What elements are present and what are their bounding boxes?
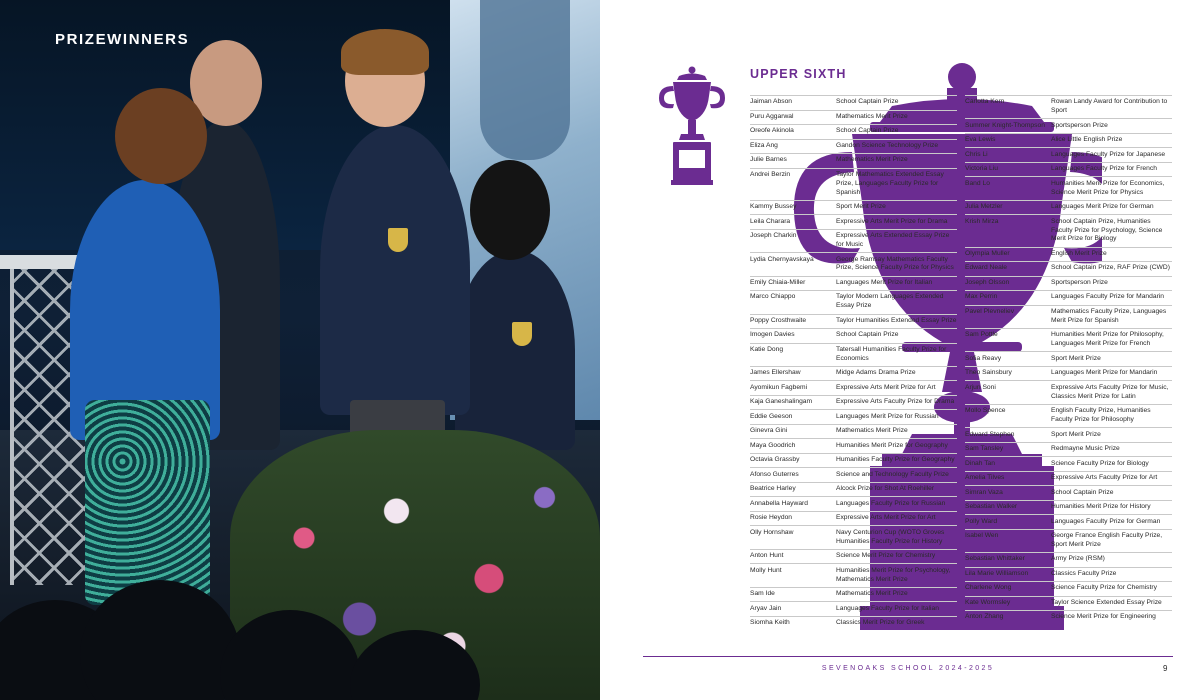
blazer-crest-icon	[512, 322, 532, 346]
prize-row	[965, 380, 1172, 403]
winner-name: Arjun Soni	[965, 383, 996, 391]
winner-name: Sebastian Whittaker	[965, 555, 1025, 563]
winner-name: Simran Vaza	[965, 488, 1003, 496]
prize-name: Tatersall Humanities Faculty Prize for Economics	[836, 345, 947, 362]
prize-name: Sportsperson Prize	[1051, 121, 1108, 129]
winner-name: Chris Li	[965, 150, 988, 158]
winner-name: Lydia Chernyavskaya	[750, 255, 814, 263]
winner-name: Joseph Olsson	[965, 278, 1010, 286]
prize-row	[965, 456, 1172, 471]
winner-name: Olympia Muller	[965, 249, 1010, 257]
prize-row	[965, 529, 1172, 552]
prize-name: Sport Merit Prize	[1051, 354, 1101, 362]
prize-row	[750, 525, 957, 548]
prize-row	[750, 467, 957, 482]
prize-name: Expressive Arts Merit Prize for Drama	[836, 217, 948, 225]
footer-divider	[643, 656, 1173, 657]
winner-name: Max Perrin	[965, 293, 998, 301]
prize-row	[965, 247, 1172, 262]
prize-row	[965, 366, 1172, 381]
winner-name: Eva Lewis	[965, 136, 996, 144]
prize-name: School Captain Prize	[1051, 488, 1114, 496]
winner-name: Kate Wormsley	[965, 598, 1011, 606]
prize-row	[965, 610, 1172, 625]
winner-name: Afonso Guterres	[750, 470, 799, 478]
trophy-icon	[655, 66, 729, 186]
winner-name: Ayomikun Fagbemi	[750, 383, 808, 391]
winner-name: Jaiman Abson	[750, 98, 793, 106]
prize-row	[965, 305, 1172, 328]
winner-name: Charlene Wong	[965, 584, 1012, 592]
winner-name: Edward Stephen	[965, 430, 1015, 438]
prize-row	[965, 514, 1172, 529]
winner-name: Kaja Ganeshalingam	[750, 398, 813, 406]
winner-name: Katie Dong	[750, 345, 784, 353]
prize-row	[750, 496, 957, 511]
prize-row	[750, 276, 957, 291]
winner-name: Kammy Bussey	[750, 203, 797, 211]
prize-row	[965, 176, 1172, 199]
prize-row	[965, 485, 1172, 500]
prize-name: Taylor Humanities Extended Essay Prize	[836, 316, 957, 324]
prize-row	[750, 214, 957, 229]
prize-row	[750, 139, 957, 154]
winner-name: Sam Ide	[750, 590, 775, 598]
prize-row	[965, 200, 1172, 215]
prize-row	[750, 511, 957, 526]
prize-row	[750, 168, 957, 200]
section-title: UPPER SIXTH	[750, 67, 847, 81]
winner-name: Amelia Tilves	[965, 474, 1005, 482]
prize-name: Rowan Landy Award for Contribution to Sport	[1051, 98, 1168, 115]
prize-name: Expressive Arts Merit Prize for Art	[836, 383, 936, 391]
prize-row	[750, 290, 957, 313]
prize-row	[750, 343, 957, 366]
winner-name: Julia Metzler	[965, 203, 1003, 211]
prize-row	[750, 314, 957, 329]
prize-name: Expressive Arts Extended Essay Prize for Music	[836, 232, 950, 249]
prize-row	[965, 552, 1172, 567]
winner-name: Dinah Tan	[965, 459, 995, 467]
prize-name: Taylor Mathematics Extended Essay Prize, Languages Faculty Prize for Spanish	[836, 170, 944, 196]
winner-name: Imogen Davies	[750, 331, 795, 339]
prize-row	[965, 581, 1172, 596]
prize-name: Languages Faculty Prize for Mandarin	[1051, 293, 1165, 301]
winner-name: Victoria Liu	[965, 165, 998, 173]
winner-name: Carlotta Kern	[965, 98, 1005, 106]
prize-name: Languages Faculty Prize for German	[1051, 517, 1161, 525]
guest-head	[115, 88, 207, 184]
winner-name: Anton Hunt	[750, 552, 784, 560]
winner-name: Julie Barnes	[750, 156, 787, 164]
winner-name: Lila Marie Williamson	[965, 569, 1029, 577]
prize-row	[965, 95, 1172, 118]
prize-row	[750, 124, 957, 139]
prize-name: Classics Faculty Prize	[1051, 569, 1117, 577]
prize-name: Sport Merit Prize	[1051, 430, 1101, 438]
winner-name: Maya Goodrich	[750, 441, 796, 449]
prize-name: Navy Centurion Cup (WOTO Groves Humanities Faculty Prize for History	[836, 528, 945, 545]
prize-name: Sport Merit Prize	[836, 203, 886, 211]
winner-name: Oreofe Akinola	[750, 127, 794, 135]
prize-name: Mathematics Merit Prize	[836, 156, 908, 164]
prize-name: Humanities Merit Prize for Psychology, Mathematics Merit Prize	[836, 566, 951, 583]
prize-row	[750, 229, 957, 252]
winner-name: Rosie Heydon	[750, 514, 793, 522]
prize-row	[750, 409, 957, 424]
prize-row	[965, 133, 1172, 148]
winner-name: Beatrice Harley	[750, 485, 796, 493]
prizewinner-head	[345, 35, 425, 127]
prize-name: Classics Merit Prize for Greek	[836, 619, 925, 627]
prize-row	[965, 147, 1172, 162]
winner-name: Isabel Wen	[965, 532, 999, 540]
prize-name: School Captain Prize	[836, 331, 899, 339]
prize-row	[965, 427, 1172, 442]
winner-name: Aryav Jain	[750, 604, 782, 612]
winner-name: Mollo Spence	[965, 407, 1006, 415]
prize-row	[965, 471, 1172, 486]
prize-name: Languages Faculty Prize for Japanese	[1051, 150, 1166, 158]
page-number: 9	[1163, 664, 1168, 673]
prize-name: Languages Faculty Prize for Italian	[836, 604, 939, 612]
prize-name: Languages Merit Prize for German	[1051, 203, 1154, 211]
prize-name: Science and Technology Faculty Prize	[836, 470, 949, 478]
prize-name: English Merit Prize	[1051, 249, 1107, 257]
prize-name: Mathematics Merit Prize	[836, 427, 908, 435]
prize-row	[965, 290, 1172, 305]
prize-name: School Captain Prize	[836, 127, 899, 135]
prize-list-left-column	[750, 95, 957, 630]
winner-name: Olly Hornshaw	[750, 528, 794, 536]
prize-name: Mathematics Faculty Prize, Languages Merit Prize for Spanish	[1051, 307, 1167, 324]
winner-name: Molly Hunt	[750, 566, 782, 574]
person-prizewinner	[320, 125, 470, 415]
prize-name: Expressive Arts Faculty Prize for Art	[1051, 474, 1158, 482]
prize-name: Humanities Merit Prize for Geography	[836, 441, 948, 449]
prize-name: Humanities Merit Prize for Economics, Science Merit Prize for Physics	[1051, 179, 1165, 196]
winner-name: Anton Zhang	[965, 613, 1004, 621]
prize-name: Humanities Merit Prize for History	[1051, 503, 1151, 511]
winner-name: Ginevra Gini	[750, 427, 788, 435]
prize-row	[750, 601, 957, 616]
prize-list-right-column	[965, 95, 1172, 625]
winner-name: Eddie Geeson	[750, 412, 793, 420]
prize-name: School Captain Prize, Humanities Faculty Prize for Psychology, Science Merit Prize for Biology	[1051, 217, 1163, 243]
prize-name: Expressive Arts Merit Prize for Art	[836, 514, 936, 522]
prize-row	[750, 453, 957, 468]
prize-name: Expressive Arts Faculty Prize for Music, Classics Merit Prize for Latin	[1051, 383, 1169, 400]
footer-title: SEVENOAKS SCHOOL 2024-2025	[821, 665, 995, 672]
prize-row	[965, 261, 1172, 276]
prize-name: School Captain Prize	[836, 98, 899, 106]
blazer-crest-icon	[388, 228, 408, 252]
prize-row	[750, 110, 957, 125]
prize-name: Science Merit Prize for Engineering	[1051, 613, 1156, 621]
prize-row	[750, 438, 957, 453]
prize-name: Science Faculty Prize for Biology	[1051, 459, 1149, 467]
prize-name: George France English Faculty Prize, Sport Merit Prize	[1051, 532, 1163, 548]
winner-name: Theo Sainsbury	[965, 369, 1012, 377]
winner-name: Emily Chiaia-Miller	[750, 278, 806, 286]
prize-name: School Captain Prize, RAF Prize (CWD)	[1051, 264, 1170, 272]
prize-row	[750, 328, 957, 343]
prize-name: Science Faculty Prize for Chemistry	[1051, 584, 1157, 592]
winner-name: Sofia Reavy	[965, 354, 1002, 362]
prize-name: Gandon Science Technology Prize	[836, 141, 939, 149]
prize-name: Alcock Prize for Shot At Roehiller	[836, 485, 935, 493]
prize-name: Humanities Merit Prize for Philosophy, Languages Merit Prize for French	[1051, 331, 1164, 348]
winner-name: Leila Charara	[750, 217, 791, 225]
prize-name: Alice Little English Prize	[1051, 136, 1123, 144]
winner-name: James Ellershaw	[750, 369, 801, 377]
winner-name: Puru Aggarwal	[750, 112, 794, 120]
prize-row	[750, 395, 957, 410]
prize-name: Languages Merit Prize for Russian	[836, 412, 939, 420]
winner-name: Pavel Plevneliev	[965, 307, 1015, 315]
prize-name: Science Merit Prize for Chemistry	[836, 552, 936, 560]
winner-name: Marco Chiappo	[750, 293, 796, 301]
guest-skirt	[85, 400, 210, 605]
prize-row	[750, 200, 957, 215]
prize-name: Taylor Science Extended Essay Prize	[1051, 598, 1162, 606]
prize-name: Redmayne Music Prize	[1051, 445, 1120, 453]
prize-row	[750, 153, 957, 168]
winner-name: Annabella Hayward	[750, 499, 808, 507]
prize-row	[965, 351, 1172, 366]
prize-name: Mathematics Merit Prize	[836, 112, 908, 120]
prize-row	[750, 424, 957, 439]
prize-name: Sportsperson Prize	[1051, 278, 1108, 286]
winner-name: Eliza Ang	[750, 141, 778, 149]
winner-name: Siomha Keith	[750, 619, 790, 627]
prize-name: Taylor Modern Languages Extended Essay Prize	[836, 293, 944, 310]
prize-row	[750, 587, 957, 602]
prize-name: Mathematics Merit Prize	[836, 590, 908, 598]
prize-row	[965, 596, 1172, 611]
prize-row	[750, 95, 957, 110]
winner-name: Polly Ward	[965, 517, 998, 525]
prize-row	[750, 482, 957, 497]
prize-row	[750, 549, 957, 564]
winner-name: Joseph Charkin	[750, 232, 797, 240]
prize-row	[965, 404, 1172, 427]
winner-name: Poppy Crosthwaite	[750, 316, 807, 324]
prize-name: Expressive Arts Faculty Prize for Drama	[836, 398, 955, 406]
prize-name: Languages Merit Prize for Italian	[836, 278, 933, 286]
prize-name: Languages Faculty Prize for French	[1051, 165, 1157, 173]
prize-name: English Faculty Prize, Humanities Faculty Prize for Philosophy	[1051, 407, 1151, 424]
winner-name: Krish Mirza	[965, 217, 999, 225]
prize-row	[750, 563, 957, 586]
person-student-2	[455, 250, 575, 450]
prize-row	[965, 276, 1172, 291]
prize-row	[965, 328, 1172, 351]
winner-name: Sam Tansley	[965, 445, 1004, 453]
prize-row	[750, 252, 957, 275]
prize-name: Languages Merit Prize for Mandarin	[1051, 369, 1158, 377]
prize-name: Humanities Faculty Prize for Geography	[836, 456, 955, 464]
winner-name: Sam Pottle	[965, 331, 998, 339]
prize-row	[965, 442, 1172, 457]
student-2-head	[470, 160, 550, 260]
winner-name: Sebastian Walker	[965, 503, 1018, 511]
prize-row	[965, 214, 1172, 246]
winner-name: Summer Knight-Thompson	[965, 121, 1045, 129]
prize-row	[965, 118, 1172, 133]
prize-row	[965, 500, 1172, 515]
prize-row	[965, 567, 1172, 582]
winner-name: Octavia Grassby	[750, 456, 800, 464]
page-title: PRIZEWINNERS	[55, 31, 190, 48]
winner-name: Band Lo	[965, 179, 990, 187]
prize-row	[750, 380, 957, 395]
prize-name: Midge Adams Drama Prize	[836, 369, 916, 377]
winner-name: Edward Neale	[965, 264, 1008, 272]
prize-name: Army Prize (RSM)	[1051, 555, 1105, 563]
prize-row	[750, 616, 957, 631]
prize-name: George Ramsay Mathematics Faculty Prize, Science Faculty Prize for Physics	[836, 255, 954, 272]
prize-row	[965, 162, 1172, 177]
prize-row	[750, 366, 957, 381]
prize-name: Languages Faculty Prize for Russian	[836, 499, 946, 507]
winner-name: Andrei Berzin	[750, 170, 791, 178]
